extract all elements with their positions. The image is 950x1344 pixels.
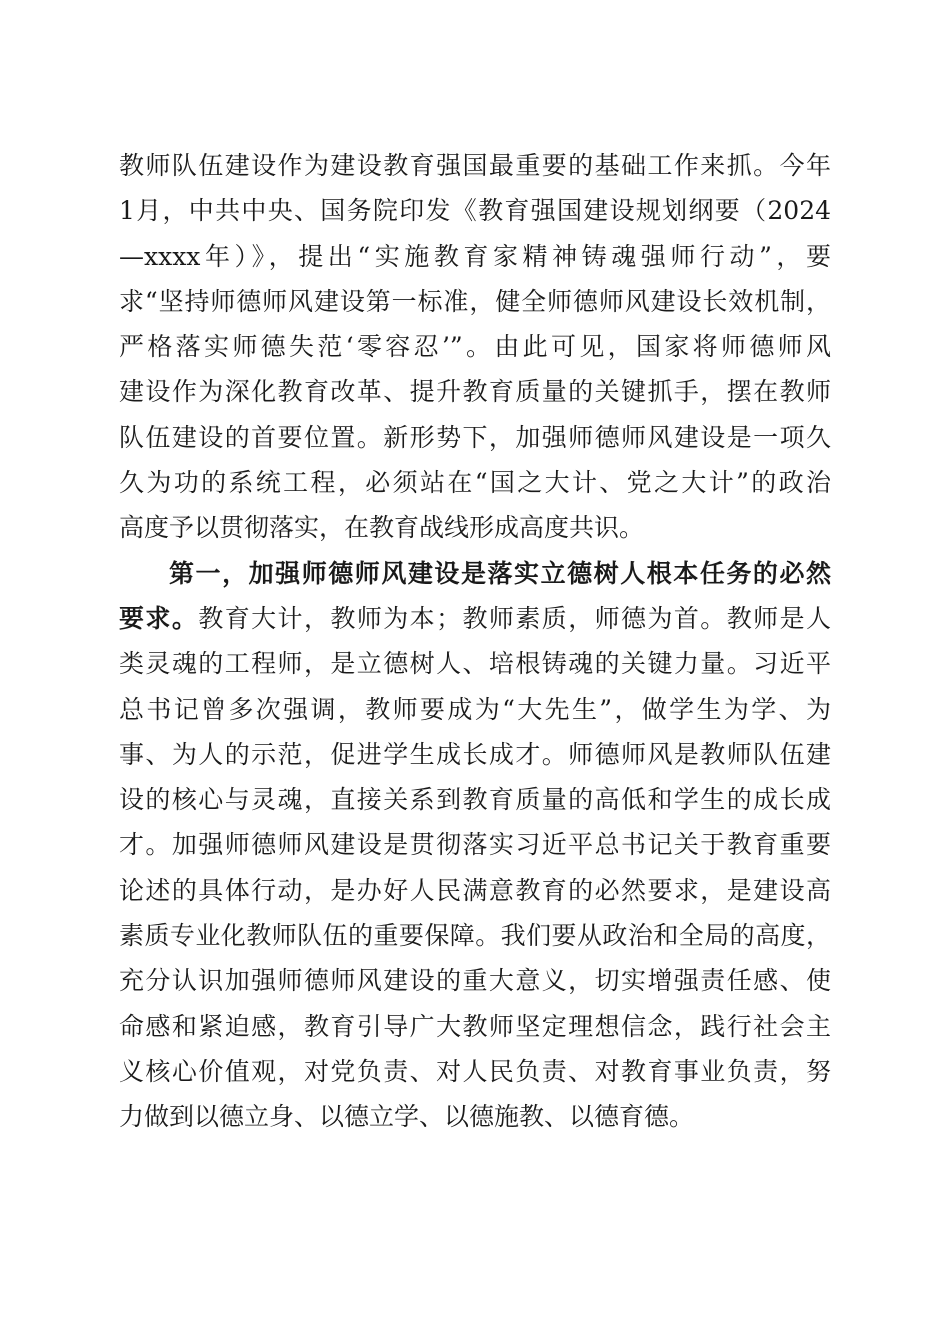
text-line: 教师队伍建设作为建设教育强国最重要的基础工作来抓。今年	[119, 151, 831, 180]
text-line: 命感和紧迫感，教育引导广大教师坚定理想信念，践行社会主	[119, 1011, 831, 1041]
text-line: 论述的具体行动，是办好人民满意教育的必然要求，是建设高	[119, 875, 831, 905]
text-line: 总书记曾多次强调，教师要成为“大先生”，做学生为学、为	[119, 694, 831, 724]
text-line: —xxxx年）》，提出“实施教育家精神铸魂强师行动”，要	[119, 241, 831, 271]
text-line: 建设作为深化教育改革、提升教育质量的关键抓手，摆在教师	[119, 377, 831, 407]
text-line: 义核心价值观，对党负责、对人民负责、对教育事业负责，努	[119, 1056, 831, 1086]
document-body	[119, 143, 831, 1140]
text-line: 力做到以德立身、以德立学、以德施教、以德育德。	[119, 1102, 695, 1132]
paragraph-1	[119, 143, 831, 551]
text-line: 充分认识加强师德师风建设的重大意义，切实增强责任感、使	[119, 966, 831, 996]
paragraph-heading-end: 要求。	[119, 603, 199, 633]
text-line: 高度予以贯彻落实，在教育战线形成高度共识。	[119, 513, 645, 543]
text-line: 1月，中共中央、国务院印发《教育强国建设规划纲要（2024	[119, 196, 831, 226]
text-line: 久为功的系统工程，必须站在“国之大计、党之大计”的政治	[119, 468, 831, 498]
paragraph-heading: 第一，加强师德师风建设是落实立德树人根本任务的必然	[169, 558, 831, 588]
text-line: 才。加强师德师风建设是贯彻落实习近平总书记关于教育重要	[119, 830, 831, 860]
text-line: 素质专业化教师队伍的重要保障。我们要从政治和全局的高度，	[119, 921, 831, 951]
text-line	[119, 596, 831, 641]
text-line: 严格落实师德失范‘零容忍’”。由此可见，国家将师德师风	[119, 332, 831, 362]
text-line: 类灵魂的工程师，是立德树人、培根铸魂的关键力量。习近平	[119, 649, 831, 679]
text-line: 求“坚持师德师风建设第一标准，健全师德师风建设长效机制，	[119, 286, 831, 316]
paragraph-2	[119, 551, 831, 1140]
text-line: 设的核心与灵魂，直接关系到教育质量的高低和学生的成长成	[119, 785, 831, 815]
text-line: 事、为人的示范，促进学生成长成才。师德师风是教师队伍建	[119, 739, 831, 769]
text-line: 队伍建设的首要位置。新形势下，加强师德师风建设是一项久	[119, 422, 831, 452]
text-line-rest: 教育大计，教师为本；教师素质，师德为首。教师是人	[198, 603, 831, 633]
